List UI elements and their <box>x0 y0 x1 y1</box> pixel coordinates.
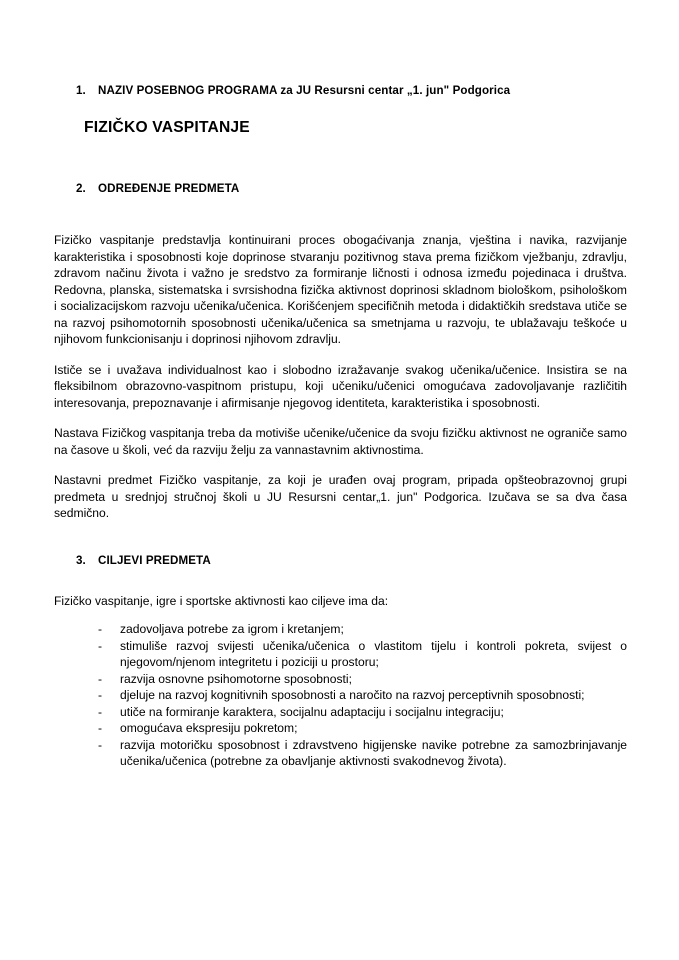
dash-marker-icon: - <box>98 737 103 752</box>
list-item <box>98 720 627 737</box>
spacer-before-list <box>54 609 627 621</box>
objectives-list <box>54 621 627 770</box>
document-body <box>54 84 627 770</box>
spacer-before-section-3 <box>54 522 627 554</box>
dash-marker-icon: - <box>98 638 103 653</box>
list-item <box>98 621 627 638</box>
section-2-paragraph-4: Nastavni predmet Fizičko vaspitanje, za koji je urađen ovaj program, pripada opšteobrazovnoj grupi predmeta u srednjoj stručnoj školi u JU Resursni centar„1. jun" Podgorica. Izučava se sa dva časa sedmično. <box>54 473 627 521</box>
section-3-intro: Fizičko vaspitanje, igre i sportske aktivnosti kao ciljeve ima da: <box>54 593 389 608</box>
spacer-paragraph-3 <box>54 458 627 472</box>
dash-marker-icon: - <box>98 622 103 637</box>
dash-marker-icon: - <box>98 721 103 736</box>
list-item-text: utiče na formiranje karaktera, socijalnu adaptaciju i socijalnu integraciju; <box>120 704 504 719</box>
section-2-paragraph-1: Fizičko vaspitanje predstavlja kontinuirani proces obogaćivanja znanja, vještina i navika, razvijanje karakteristika i sposobnosti koje doprinose stvaranju pozitivnog stava prema fizičkom vježbanju, zdravlju, zdravom načinu života i važno je sredstvo za formiranje ličnosti i odnosa između pojedinaca i društva. Redovna, planska, sistematska i svrsishodna fizička aktivnost doprinosi skladnom biološkom, psihološkom i socializacijskom razvoju učenika/učenica. Korišćenjem specifičnih metoda i didaktičkih sredstava utiče se na razvoj psihomotornih sposobnosti učenika/učenica sa smetnjama u razvoju, te ublažavaju teškoće u njihovom funkcionisanju i doprinosi njihovom zdravlju. <box>54 233 627 347</box>
spacer-after-section-2-heading <box>54 196 627 232</box>
section-3-heading <box>76 554 627 569</box>
dash-marker-icon: - <box>98 671 103 686</box>
dash-marker-icon: - <box>98 688 103 703</box>
section-2-heading <box>76 182 627 197</box>
list-item-text: razvija osnovne psihomotorne sposobnosti; <box>120 671 352 686</box>
list-item-text: zadovoljava potrebe za igrom i kretanjem; <box>120 622 344 637</box>
section-3-title: CILJEVI PREDMETA <box>98 553 211 567</box>
list-item-text: razvija motoričku sposobnost i zdravstveno higijenske navike potrebne za samozbrinjavanje učenika/učenica (potrebne za obavljanje aktivnosti svakodnevog života). <box>120 737 627 769</box>
spacer-after-section-3-heading <box>54 569 627 593</box>
list-item-text: stimuliše razvoj svijesti učenika/učenica o vlastitom tijelu i kontroli pokreta, svijest o njegovom/njenom integritetu i poziciji u prostoru; <box>120 638 627 670</box>
spacer-paragraph-1 <box>54 348 627 362</box>
section-1-heading <box>76 84 627 99</box>
section-2-paragraph-3: Nastava Fizičkog vaspitanja treba da motiviše učenike/učenice da svoju fizičku aktivnost ne ograniče samo na časove u školi, već da razviju želju za vannastavnim aktivnostima. <box>54 426 627 457</box>
section-3-number: 3. <box>76 553 86 567</box>
section-1-title: NAZIV POSEBNOG PROGRAMA za JU Resursni centar „1. jun" Podgorica <box>98 84 511 97</box>
list-item <box>98 671 627 688</box>
section-1-number: 1. <box>76 84 86 97</box>
subject-title: FIZIČKO VASPITANJE <box>84 118 250 136</box>
list-item <box>98 737 627 770</box>
section-2-title: ODREĐENJE PREDMETA <box>98 181 240 195</box>
dash-marker-icon: - <box>98 704 103 719</box>
section-2-paragraph-2: Ističe se i uvažava individualnost kao i slobodno izražavanje svakog učenika/učenice. Insistira se na fleksibilnom obrazovno-vaspitnom pristupu, koji učeniku/učenici omogućava zadovoljavanje različitih interesovanja, prepoznavanje i afirmisanje njegovog identiteta, karakteristika i sposobnosti. <box>54 362 627 410</box>
list-item-text: djeluje na razvoj kognitivnih sposobnosti a naročito na razvoj perceptivnih sposobnosti; <box>120 688 585 703</box>
spacer-before-section-2 <box>54 138 627 182</box>
list-item <box>98 638 627 671</box>
spacer-paragraph-2 <box>54 411 627 425</box>
section-2-number: 2. <box>76 181 86 195</box>
spacer-after-section-1-heading <box>54 99 627 119</box>
list-item-text: omogućava ekspresiju pokretom; <box>120 721 298 736</box>
list-item <box>98 687 627 704</box>
list-item <box>98 704 627 721</box>
